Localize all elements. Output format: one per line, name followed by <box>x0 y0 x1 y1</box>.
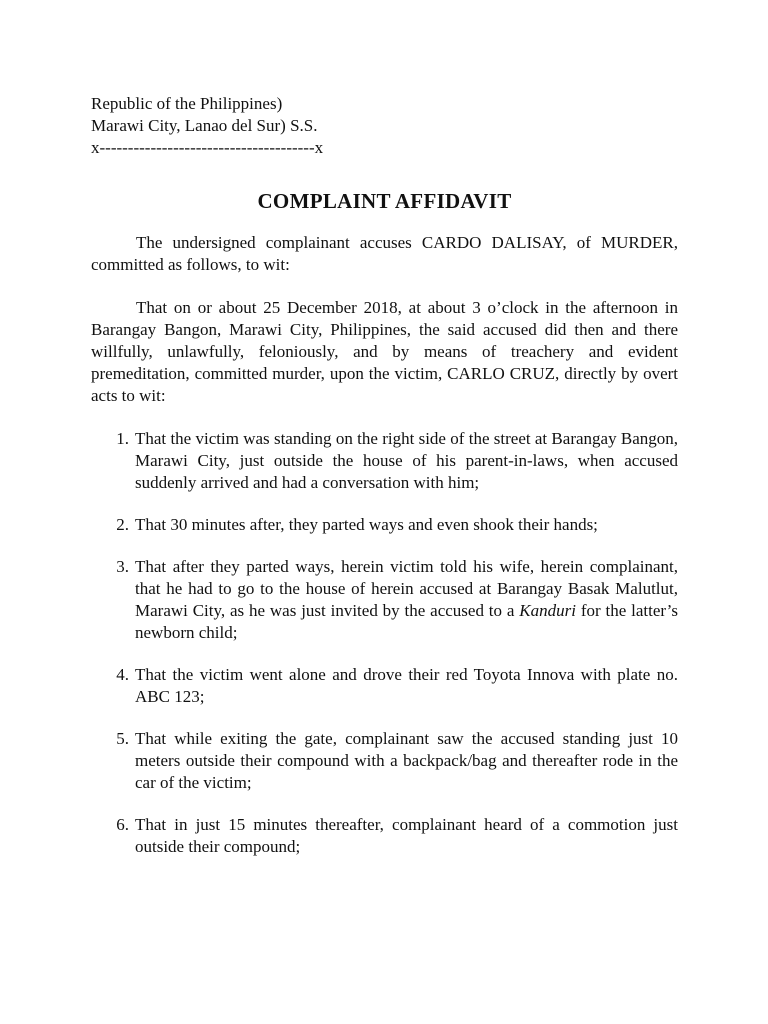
overt-act-text: That in just 15 minutes thereafter, complainant heard of a commotion just outside their compound; <box>135 815 678 856</box>
overt-act-text-italic: Kanduri <box>519 601 576 620</box>
overt-act-number: 2. <box>116 515 129 534</box>
overt-act-item <box>91 428 678 494</box>
venue-caption <box>91 93 678 159</box>
overt-act-item <box>91 556 678 644</box>
overt-act-text: That while exiting the gate, complainant saw the accused standing just 10 meters outside their compound with a backpack/bag and thereafter rode in the car of the victim; <box>135 729 678 792</box>
caption-separator: x--------------------------------------x <box>91 138 324 157</box>
overt-act-text: That 30 minutes after, they parted ways and even shook their hands; <box>135 515 598 534</box>
overt-act-number: 4. <box>116 665 129 684</box>
overt-acts-list <box>91 428 678 858</box>
overt-act-text <box>135 556 678 644</box>
overt-act-text-part: for the latter’s newborn child; <box>135 601 679 642</box>
venue-line-country: Republic of the Philippines) <box>91 94 283 113</box>
venue-line-city: Marawi City, Lanao del Sur) S.S. <box>91 116 318 135</box>
overt-act-item <box>91 814 678 858</box>
intro-paragraph: The undersigned complainant accuses CARDO DALISAY, of MURDER, committed as follows, to wit: <box>91 233 678 274</box>
overt-act-number: 6. <box>116 815 129 834</box>
overt-act-number: 5. <box>116 729 129 748</box>
overt-act-item <box>91 728 678 794</box>
overt-act-text: That the victim was standing on the right side of the street at Barangay Bangon, Marawi City, just outside the house of his parent-in-laws, when accused suddenly arrived and had a conversation with him; <box>135 429 678 492</box>
overt-act-text: That the victim went alone and drove their red Toyota Innova with plate no. ABC 123; <box>135 665 678 706</box>
overt-act-text-part: That after they parted ways, herein victim told his wife, herein complainant, that he had to go to the house of herein accused at Barangay Basak Malutlut, Marawi City, as he was just invited by the accused to a <box>135 557 678 620</box>
overt-act-number: 1. <box>116 429 129 448</box>
document-title: COMPLAINT AFFIDAVIT <box>257 189 512 213</box>
overt-act-number: 3. <box>116 557 129 576</box>
overt-act-item <box>91 514 678 536</box>
overt-act-item <box>91 664 678 708</box>
statement-paragraph: That on or about 25 December 2018, at about 3 o’clock in the afternoon in Barangay Bangon, Marawi City, Philippines, the said accused did then and there willfully, unlawfully, feloniously, and by means of treachery and evident premeditation, committed murder, upon the victim, CARLO CRUZ, directly by overt acts to wit: <box>91 298 678 405</box>
